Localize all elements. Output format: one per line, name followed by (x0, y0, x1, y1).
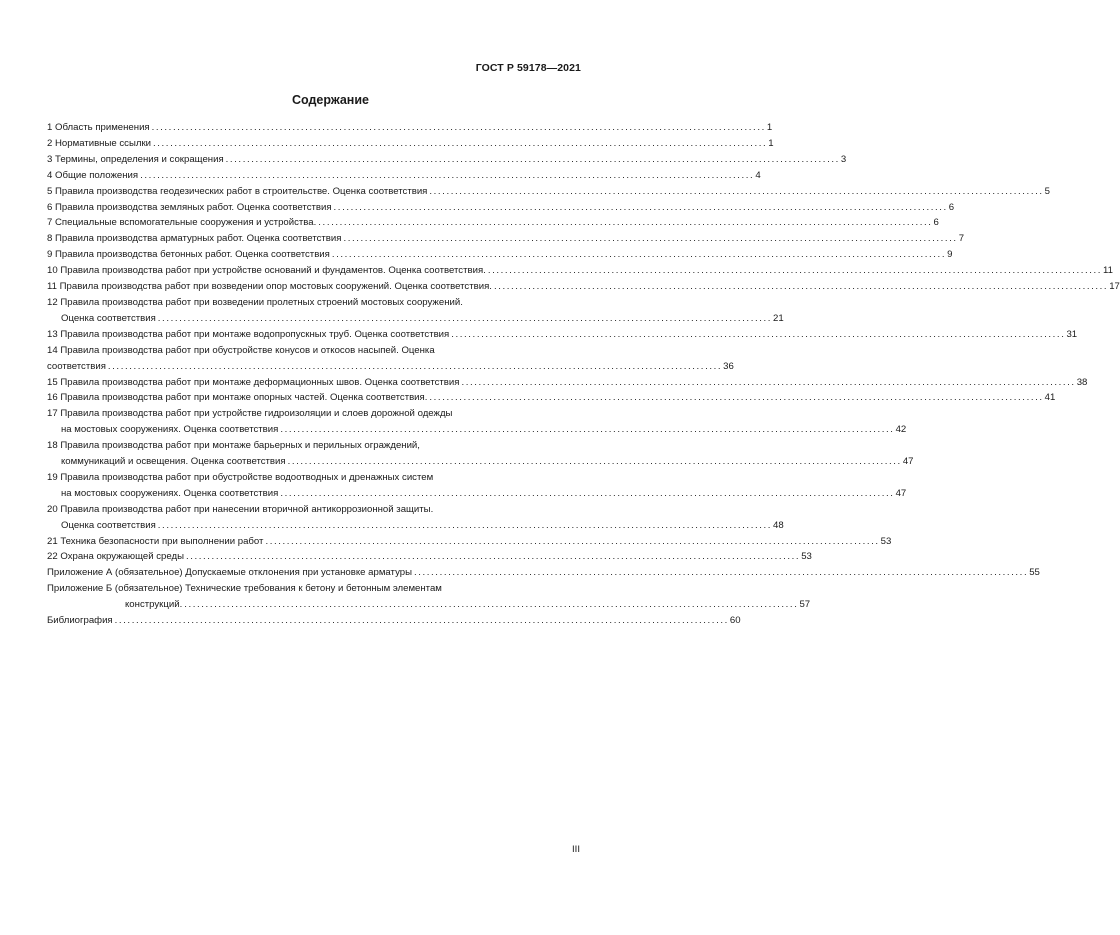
toc-entry-page: 48 (773, 519, 784, 531)
page-number: III (572, 844, 580, 855)
toc-entry-page: 4 (755, 169, 761, 181)
toc-entry-text: коммуникаций и освещения. Оценка соответствия (61, 456, 286, 468)
toc-entry[interactable] (47, 390, 1056, 406)
toc-leader-dots: ................................................................................................................................................ (153, 137, 768, 149)
toc-entry-text: 8 Правила производства арматурных работ. Оценка соответствия (47, 233, 342, 245)
toc-leader-dots: ................................................................................................................................................ (333, 201, 948, 213)
toc-entry[interactable] (47, 549, 812, 565)
toc-entry-page: 57 (799, 599, 811, 611)
toc-entry[interactable] (47, 168, 761, 184)
toc-leader-dots: ................................................................................................................................................ (107, 360, 723, 372)
toc-entry[interactable] (47, 565, 1040, 581)
toc-entry-page: 47 (902, 456, 914, 468)
toc-leader-dots: ................................................................................................................................................ (157, 519, 773, 531)
toc-entry-text: Оценка соответствия (61, 519, 156, 531)
toc-entry-text: 13 Правила производства работ при монтаже водопропускных труб. Оценка соответствия (47, 328, 450, 340)
toc-entry-page: 60 (729, 615, 741, 627)
toc-leader-dots: ................................................................................................................................................ (487, 265, 1103, 277)
toc-entry-page: 6 (948, 201, 955, 213)
toc-leader-dots: ................................................................................................................................................ (451, 328, 1066, 340)
toc-entry[interactable] (47, 152, 847, 168)
toc-leader-dots: ................................................................................................................................................ (185, 551, 801, 563)
toc-entry-text: 2 Нормативные ссылки (47, 137, 152, 149)
toc-title: Содержание (291, 93, 369, 107)
toc-entry[interactable] (47, 502, 784, 534)
toc-leader-dots: ................................................................................................................................................ (429, 392, 1044, 404)
toc-leader-dots: ................................................................................................................................................ (157, 312, 773, 324)
toc-entry-text: Оценка соответствия (61, 312, 156, 324)
toc-entry[interactable] (47, 406, 907, 438)
toc-leader-dots: ................................................................................................................................................ (318, 217, 933, 229)
toc-leader-dots: ................................................................................................................................................ (343, 233, 958, 245)
toc-entry-text: 21 Техника безопасности при выполнении работ (47, 535, 264, 547)
toc-leader-dots: ................................................................................................................................................ (280, 487, 895, 499)
toc-entry-first-line: 14 Правила производства работ при обустройстве конусов и откосов насыпей. Оценка (47, 344, 435, 356)
toc-leader-dots: ................................................................................................................................................ (429, 185, 1044, 197)
toc-entry-text: 10 Правила производства работ при устройстве оснований и фундаментов. Оценка соответствия. (47, 265, 486, 277)
toc-entry-page: 31 (1066, 328, 1078, 340)
toc-entry-text: на мостовых сооружениях. Оценка соответствия (61, 487, 279, 499)
toc-entry-text: 1 Область применения (47, 122, 150, 133)
toc-leader-dots: ................................................................................................................................................ (225, 153, 840, 165)
toc-entry[interactable] (47, 263, 1114, 279)
toc-entry-first-line: 20 Правила производства работ при нанесении вторичной антикоррозионной защиты. (47, 503, 434, 515)
toc-leader-dots: ................................................................................................................................................ (287, 456, 902, 468)
toc-entry[interactable] (47, 215, 939, 231)
toc-leader-dots: ................................................................................................................................................ (114, 615, 729, 627)
toc-entry[interactable] (47, 120, 773, 136)
toc-entry-text: 15 Правила производства работ при монтаже деформационных швов. Оценка соответствия (47, 376, 460, 388)
toc-entry-page: 17 (1109, 281, 1120, 293)
toc-entry-page: 11 (1103, 265, 1114, 277)
toc-entry[interactable] (47, 247, 953, 263)
toc-entry-first-line: 18 Правила производства работ при монтаже барьерных и перильных ограждений, (47, 440, 420, 452)
toc-entry-page: 42 (895, 424, 907, 436)
toc-leader-dots: ................................................................................................................................................ (413, 567, 1029, 579)
toc-entry-text: 6 Правила производства земляных работ. Оценка соответствия (47, 201, 332, 213)
toc-entry-page: 6 (933, 217, 939, 229)
toc-entry-page: 36 (723, 360, 734, 372)
toc-entry[interactable] (47, 200, 955, 216)
toc-leader-dots: ................................................................................................................................................ (184, 599, 799, 611)
toc-entry[interactable] (47, 295, 784, 327)
toc-entry-page: 21 (773, 312, 784, 324)
toc-entry-text: 22 Охрана окружающей среды (47, 551, 184, 563)
toc-entry-page: 53 (801, 551, 812, 563)
toc-entry-page: 5 (1044, 185, 1050, 197)
toc-entry-text: Библиография (47, 615, 113, 627)
toc-entry-text: 9 Правила производства бетонных работ. Оценка соответствия (47, 249, 330, 261)
toc-entry-text: 7 Специальные вспомогательные сооружения и устройства. (47, 217, 317, 229)
toc-entry-page: 1 (768, 137, 774, 149)
toc-entry-text: соответствия (47, 360, 106, 372)
toc-leader-dots: ................................................................................................................................................ (331, 249, 947, 261)
toc-entry-page: 53 (880, 535, 892, 547)
toc-entry-page: 55 (1029, 567, 1040, 579)
toc-entry[interactable] (47, 343, 734, 375)
toc-entry-text: 5 Правила производства геодезических работ в строительстве. Оценка соответствия (47, 185, 428, 197)
toc-entry-first-line: 12 Правила производства работ при возведении пролетных строений мостовых сооружений. (47, 296, 463, 308)
toc-entry[interactable] (47, 613, 741, 629)
toc-entry-text: 11 Правила производства работ при возведении опор мостовых сооружений. Оценка соответствия. (47, 281, 492, 293)
toc-entry[interactable] (47, 327, 1078, 343)
toc-entry-page: 7 (958, 233, 965, 245)
toc-leader-dots: ................................................................................................................................................ (493, 281, 1109, 293)
toc-leader-dots: ................................................................................................................................................ (461, 376, 1076, 388)
toc-entry-text: 3 Термины, определения и сокращения (47, 153, 224, 165)
toc-entry-page: 9 (947, 249, 953, 261)
toc-entry[interactable] (47, 581, 811, 613)
toc-entry[interactable] (47, 470, 907, 502)
toc-entry-text: конструкций. (125, 599, 183, 611)
document-code: ГОСТ Р 59178—2021 (475, 62, 581, 74)
toc-entry-first-line: 17 Правила производства работ при устройстве гидроизоляции и слоев дорожной одежды (47, 408, 453, 420)
toc-entry-text: Приложение А (обязательное) Допускаемые отклонения при установке арматуры (47, 567, 412, 579)
toc-entry[interactable] (47, 184, 1050, 200)
toc-entry-page: 1 (766, 122, 773, 133)
toc-entry-text: 4 Общие положения (47, 169, 139, 181)
toc-leader-dots: ................................................................................................................................................ (280, 424, 895, 436)
toc-entry-text: 16 Правила производства работ при монтаже опорных частей. Оценка соответствия. (47, 392, 428, 404)
toc-entry[interactable] (47, 279, 1120, 295)
toc-entry[interactable] (47, 136, 774, 152)
table-of-contents (47, 120, 1120, 629)
toc-leader-dots: ................................................................................................................................................ (265, 535, 880, 547)
toc-entry-page: 41 (1044, 392, 1056, 404)
toc-entry-first-line: Приложение Б (обязательное) Технические требования к бетону и бетонным элементам (47, 583, 442, 595)
toc-entry[interactable] (47, 438, 914, 470)
toc-entry[interactable] (47, 231, 965, 247)
toc-leader-dots: ................................................................................................................................................ (151, 122, 766, 133)
toc-entry-page: 3 (840, 153, 847, 165)
toc-entry-first-line: 19 Правила производства работ при обустройстве водоотводных и дренажных систем (47, 471, 434, 483)
toc-entry-page: 38 (1076, 376, 1088, 388)
toc-leader-dots: ................................................................................................................................................ (140, 169, 755, 181)
toc-entry-text: на мостовых сооружениях. Оценка соответствия (61, 424, 279, 436)
toc-entry[interactable] (47, 375, 1088, 391)
toc-entry-page: 47 (895, 487, 907, 499)
toc-entry[interactable] (47, 534, 892, 550)
